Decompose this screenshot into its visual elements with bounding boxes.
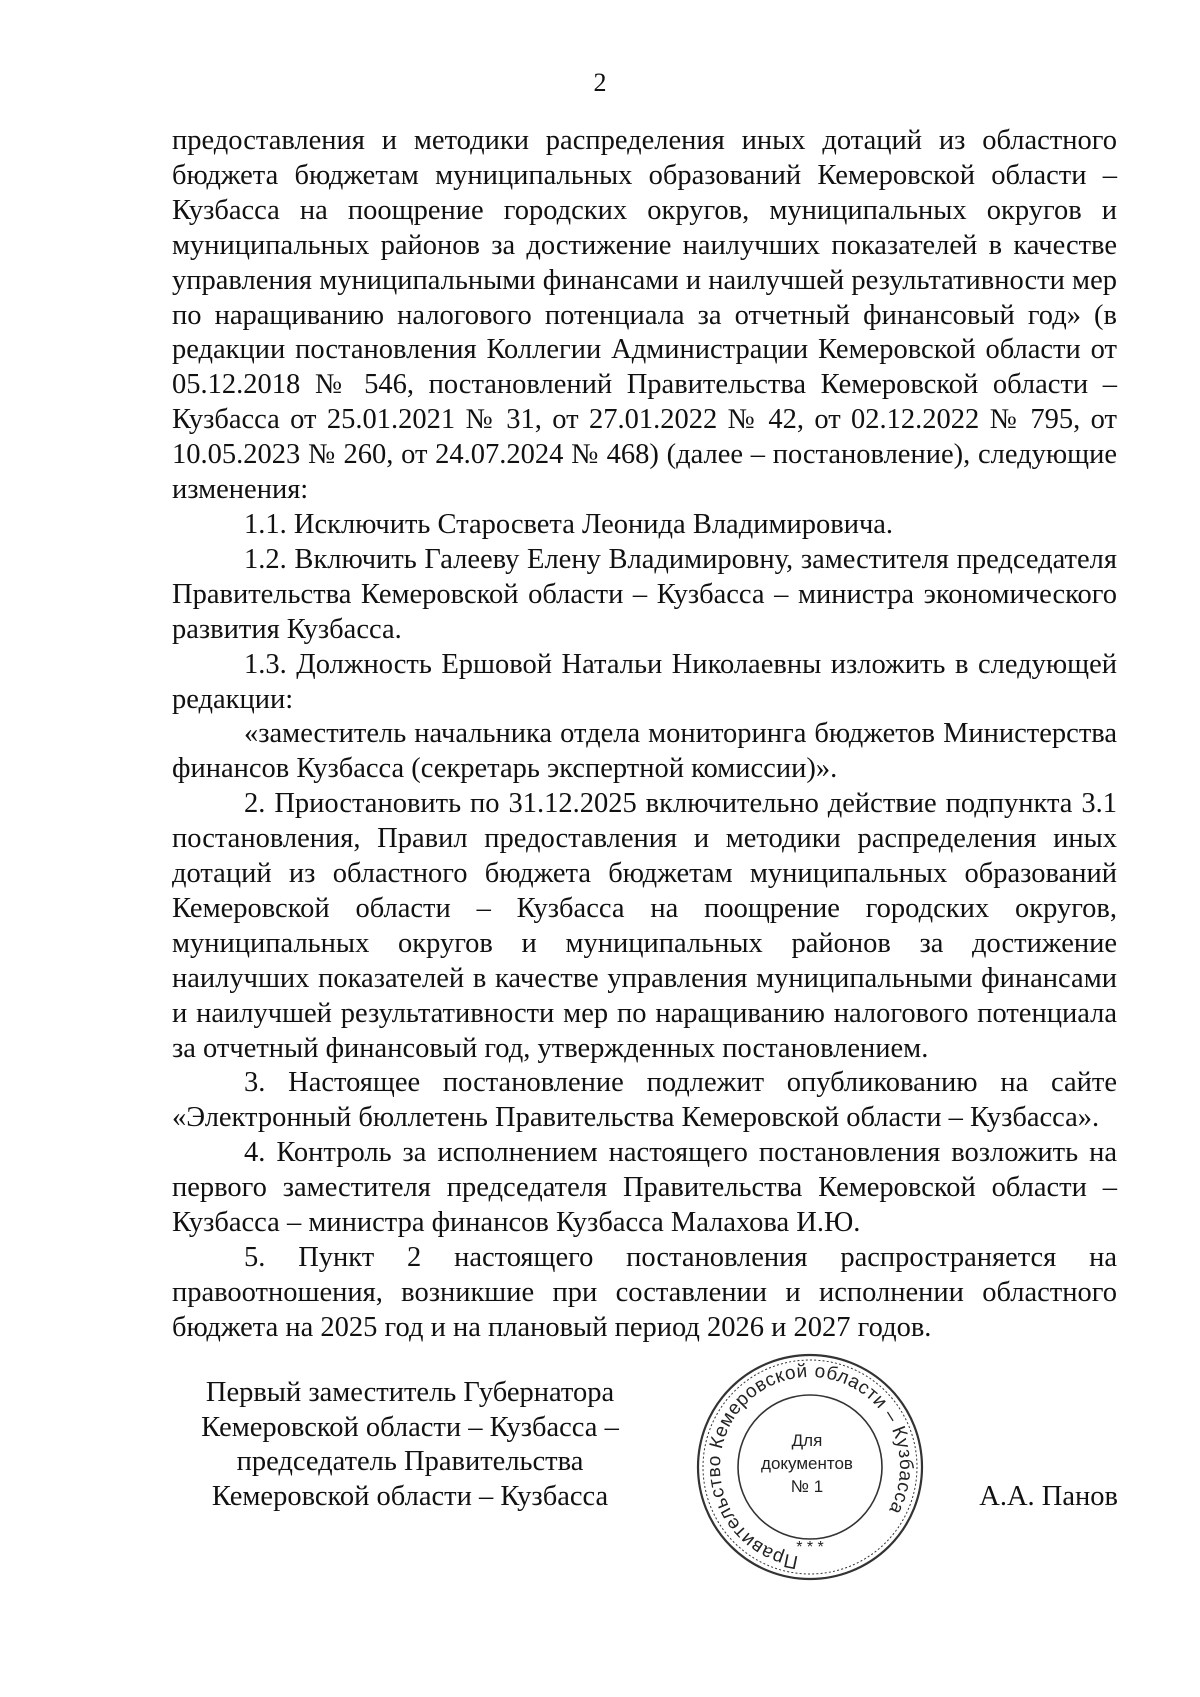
signature-position-line: Первый заместитель Губернатора [205, 1377, 615, 1408]
seal-ring-text: Правительство Кемеровской области – Кузбасса [703, 1360, 917, 1573]
signature-position-line: Кемеровской области – Кузбасса [211, 1480, 609, 1512]
paragraph-1-3: 1.3. Должность Ершовой Натальи Николаевны изложить в следующей редакции: [172, 648, 1117, 715]
signer-name: А.А. Панов [979, 1481, 1118, 1512]
paragraph-5: 5. Пункт 2 настоящего постановления распространяется на правоотношения, возникшие при составлении и исполнении областного бюджета на 2025 год и на плановый период 2026 и 2027 годов. [172, 1242, 1117, 1343]
seal-center-line: № 1 [790, 1477, 824, 1496]
document-body [172, 124, 1117, 1346]
signature-position-line: Кемеровской области – Кузбасса – [201, 1411, 619, 1443]
paragraph-intro: предоставления и методики распределения иных дотаций из областного бюджета бюджетам муниципальных образований Кемеровской области – Кузбасса на поощрение городских округов, муниципальных округов и муниципальных районов за достижение наилучших показателей в качестве управления муниципальными финансами и наилучшей результативности мер по наращиванию налогового потенциала за отчетный финансовый год» (в редакции постановления Коллегии Администрации Кемеровской области от 05.12.2018 № 546, постановлений Правительства Кемеровской области – Кузбасса от 25.01.2021 № 31, от 27.01.2022 № 42, от 02.12.2022 № 795, от 10.05.2023 № 260, от 24.07.2024 № 468) (далее – постановление), следующие изменения: [172, 125, 1117, 506]
signature-position-line: председатель Правительства [236, 1446, 584, 1477]
page-number: 2 [593, 68, 607, 97]
paragraph-4: 4. Контроль за исполнением настоящего постановления возложить на первого заместителя председателя Правительства Кемеровской области – Кузбасса – министра финансов Кузбасса Малахова И.Ю. [172, 1137, 1117, 1239]
paragraph-3: 3. Настоящее постановление подлежит опубликованию на сайте «Электронный бюллетень Правительства Кемеровской области – Кузбасса». [172, 1067, 1117, 1134]
official-seal [695, 1352, 925, 1582]
paragraph-2: 2. Приостановить по 31.12.2025 включительно действие подпункта 3.1 постановления, Правил предоставления и методики распределения иных дотаций из областного бюджета бюджетам муниципальных образований Кемеровской области – Кузбасса на поощрение городских округов, муниципальных округов и муниципальных районов за достижение наилучших показателей в качестве управления муниципальными финансами и наилучшей результативности мер по наращиванию налогового потенциала за отчетный финансовый год, утвержденных постановлением. [172, 788, 1117, 1064]
signature-block [180, 1376, 640, 1514]
paragraph-1-2: 1.2. Включить Галееву Елену Владимировну, заместителя председателя Правительства Кемеровской области – Кузбасса – министра экономического развития Кузбасса. [172, 543, 1117, 645]
seal-center-line: Для [791, 1431, 823, 1450]
paragraph-1-1: 1.1. Исключить Старосвета Леонида Владимировича. [244, 508, 894, 540]
seal-stars: * * * [796, 1539, 824, 1556]
seal-center-line: документов [761, 1454, 853, 1473]
paragraph-1-3-quote: «заместитель начальника отдела мониторинга бюджетов Министерства финансов Кузбасса (секретарь экспертной комиссии)». [172, 718, 1117, 785]
